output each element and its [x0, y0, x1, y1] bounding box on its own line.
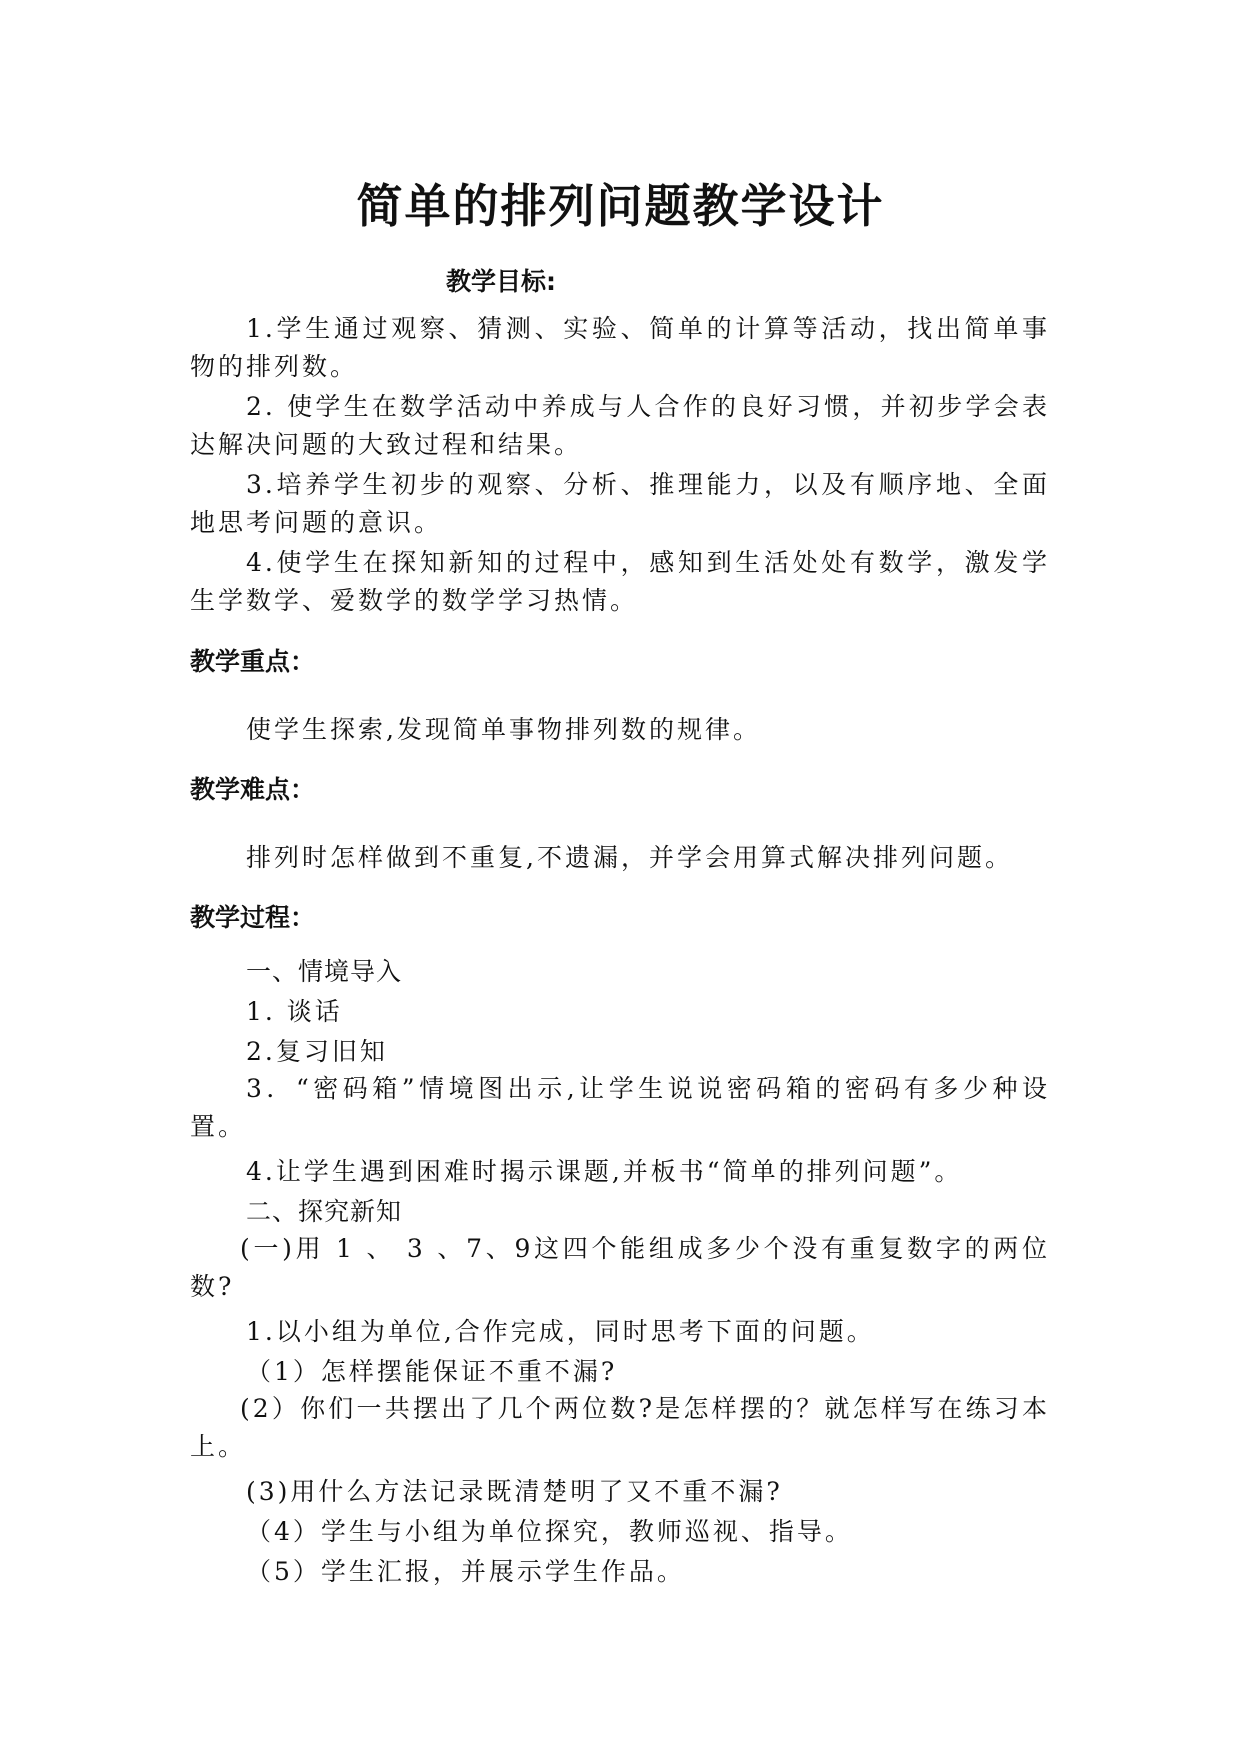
- difficulty-text: 排列时怎样做到不重复,不遗漏，并学会用算式解决排列问题。: [246, 843, 1013, 872]
- intro-item-4: 4.让学生遇到困难时揭示课题,并板书“简单的排列问题”。: [246, 1157, 963, 1186]
- explore-sub-item-3: (3)用什么方法记录既清楚明了又不重不漏?: [246, 1477, 783, 1506]
- objective-item-4: 4.使学生在探知新知的过程中，感知到生活处处有数学，激发学生学数学、爱数学的数学学习热情。: [190, 548, 1050, 615]
- explore-step-1: 1.以小组为单位,合作完成，同时思考下面的问题。: [246, 1317, 875, 1346]
- explore-sub-item-2: (2）你们一共摆出了几个两位数?是怎样摆的？就怎样写在练习本上。: [190, 1394, 1050, 1461]
- section-intro-title: 一、情境导入: [246, 957, 403, 986]
- explore-question: (一)用 1 、 3 、7、9这四个能组成多少个没有重复数字的两位数?: [190, 1234, 1050, 1301]
- intro-item-2: 2.复习旧知: [246, 1037, 388, 1066]
- process-heading: 教学过程：: [190, 903, 316, 932]
- explore-sub-item-4: （4）学生与小组为单位探究，教师巡视、指导。: [246, 1517, 853, 1546]
- objective-item-1: 1.学生通过观察、猜测、实验、简单的计算等活动，找出简单事物的排列数。: [190, 314, 1050, 381]
- intro-item-3: 3．“密码箱”情境图出示,让学生说说密码箱的密码有多少种设置。: [190, 1074, 1050, 1141]
- difficulty-heading: 教学难点：: [190, 775, 316, 804]
- intro-item-1: 1. 谈话: [246, 997, 343, 1026]
- objective-item-2: 2. 使学生在数学活动中养成与人合作的良好习惯，并初步学会表达解决问题的大致过程和结果。: [190, 392, 1050, 459]
- explore-sub-item-5: （5）学生汇报，并展示学生作品。: [246, 1557, 685, 1586]
- key-point-text: 使学生探索,发现简单事物排列数的规律。: [246, 715, 761, 744]
- section-explore-title: 二、探究新知: [246, 1197, 403, 1226]
- objectives-heading: 教学目标:: [446, 267, 556, 296]
- document-title: 简单的排列问题教学设计: [356, 179, 885, 233]
- objective-item-3: 3.培养学生初步的观察、分析、推理能力，以及有顺序地、全面地思考问题的意识。: [190, 470, 1050, 537]
- explore-sub-item-1: （1）怎样摆能保证不重不漏?: [246, 1357, 618, 1386]
- key-point-heading: 教学重点：: [190, 647, 316, 676]
